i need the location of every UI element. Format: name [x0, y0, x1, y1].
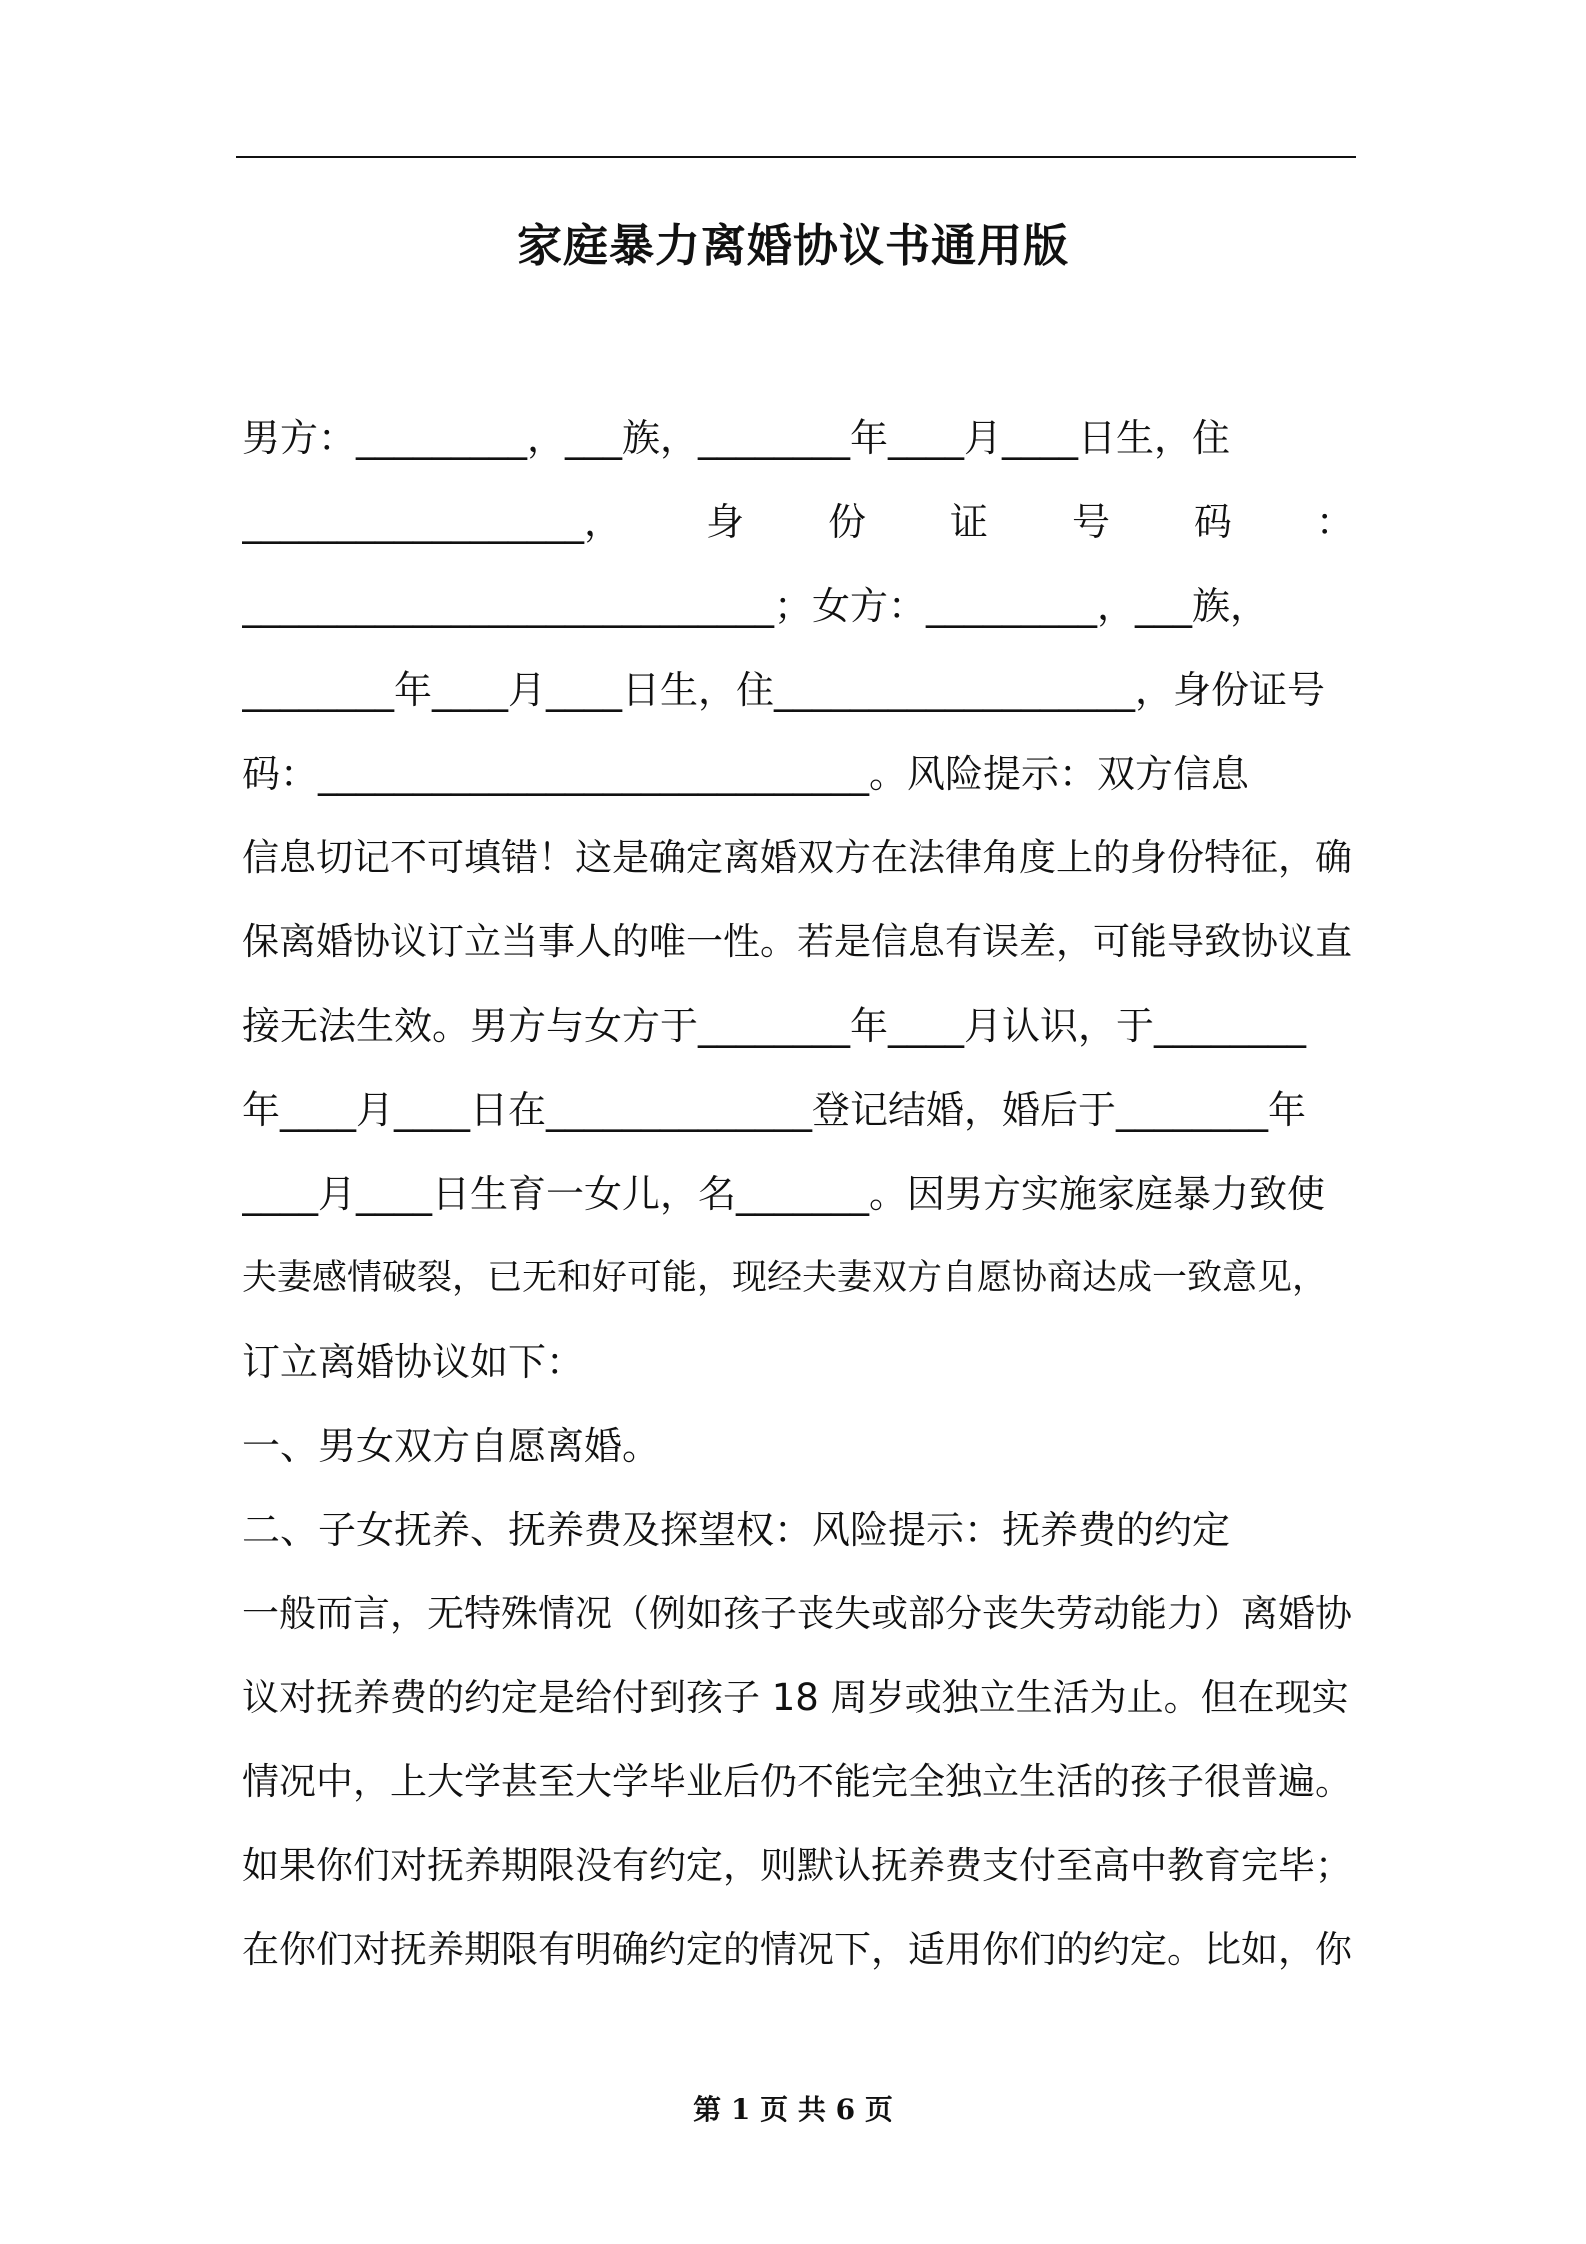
body-line-part: __________________， [242, 500, 623, 544]
body-line [242, 492, 1354, 552]
body-line: 信息切记不可填错！这是确定离婚双方在法律角度上的身份特征，确 [242, 836, 1352, 879]
body-line-part: 证 [949, 500, 988, 544]
body-line: 接无法生效。男方与女方于________年____月认识，于________ [242, 1004, 1307, 1048]
body-line: 夫妻感情破裂，已无和好可能，现经夫妻双方自愿协商达成一致意见， [242, 1258, 1328, 1298]
body-line: ____月____日生育一女儿，名_______。因男方实施家庭暴力致使 [242, 1172, 1326, 1216]
body-line: 码：_____________________________。风险提示：双方信息 [242, 752, 1250, 796]
body-line-part: 份 [827, 500, 866, 544]
body-line: 议对抚养费的约定是给付到孩子 18 周岁或独立生活为止。但在现实 [242, 1676, 1349, 1719]
header-rule [236, 156, 1356, 158]
body-line: 情况中，上大学甚至大学毕业后仍不能完全独立生活的孩子很普遍。 [242, 1760, 1352, 1803]
document-title: 家庭暴力离婚协议书通用版 [516, 219, 1069, 272]
page-number-footer: 第 1 页 共 6 页 [693, 2093, 893, 2126]
body-line: 在你们对抚养期限有明确约定的情况下，适用你们的约定。比如，你 [242, 1928, 1352, 1971]
body-line: ________年____月____日生，住___________________，身份证号 [242, 668, 1326, 712]
body-line: 订立离婚协议如下： [242, 1340, 585, 1384]
section-heading: 二、子女抚养、抚养费及探望权：风险提示：抚养费的约定 [242, 1508, 1231, 1552]
body-line: ____________________________；女方：_________，___族， [242, 584, 1269, 628]
body-line-part: 身 [705, 500, 744, 544]
body-line: 保离婚协议订立当事人的唯一性。若是信息有误差，可能导致协议直 [242, 920, 1352, 963]
body-line: 如果你们对抚养期限没有约定，则默认抚养费支付至高中教育完毕； [242, 1844, 1352, 1887]
body-line-part: 号 [1071, 500, 1110, 544]
body-line: 男方：_________，___族，________年____月____日生，住 [242, 416, 1231, 460]
section-heading: 一、男女双方自愿离婚。 [242, 1424, 661, 1468]
body-line-part: 码 [1193, 500, 1232, 544]
body-line: 一般而言，无特殊情况（例如孩子丧失或部分丧失劳动能力）离婚协 [242, 1592, 1352, 1635]
body-line-part: ： [1315, 500, 1354, 544]
body-line: 年____月____日在______________登记结婚，婚后于________年 [242, 1088, 1307, 1132]
